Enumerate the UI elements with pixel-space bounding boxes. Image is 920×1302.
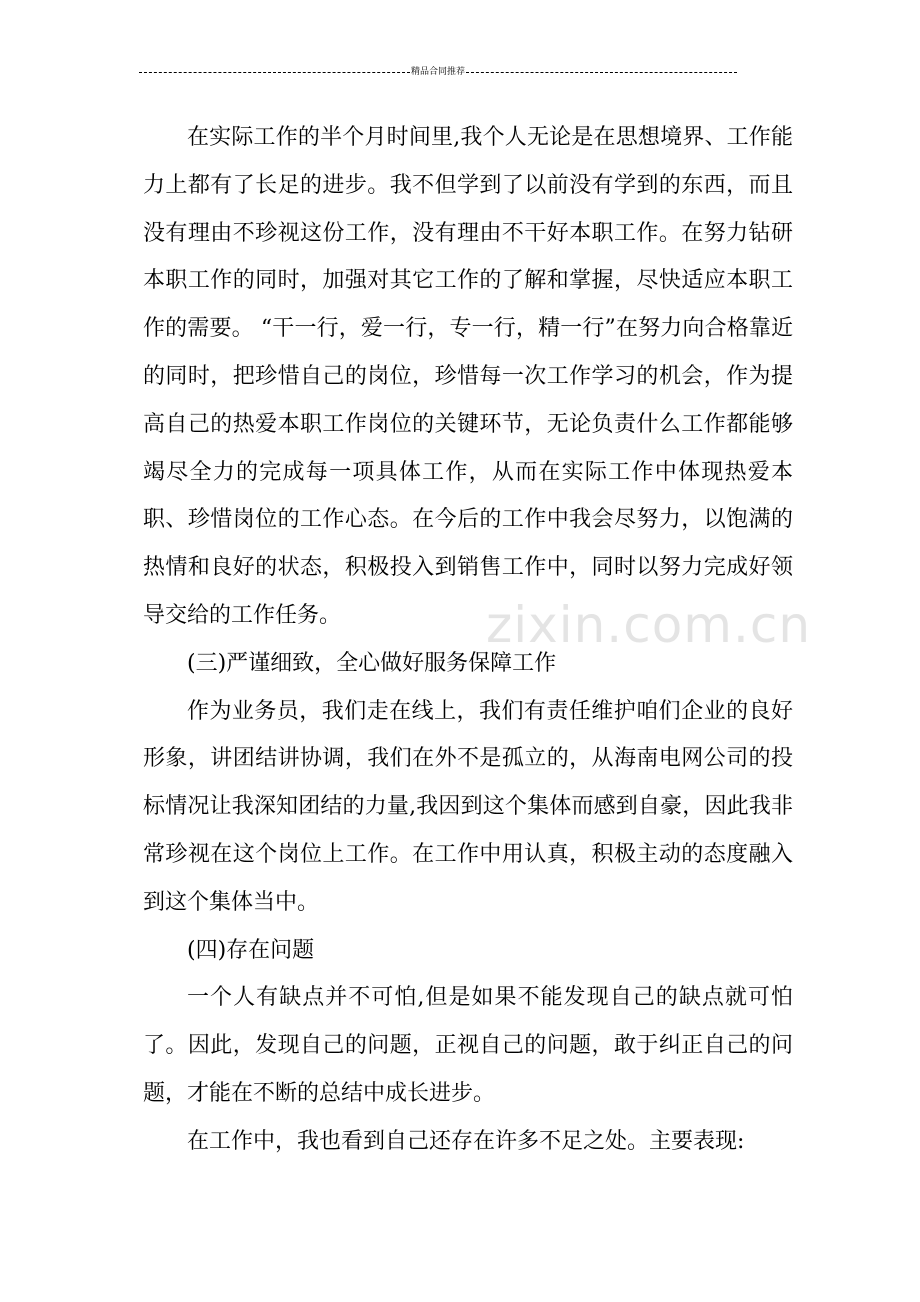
paragraph-teamwork: 作为业务员，我们走在线上，我们有责任维护咱们企业的良好形象，讲团结讲协调，我们在外不是孤立的，从海南电网公司的投标情况让我深知团结的力量,我因到这个集体而感到自豪，因此我非常珍视在这个岗位上工作。在工作中用认真，积极主动的态度融入到这个集体当中。 <box>143 698 793 915</box>
page-header <box>139 66 737 78</box>
header-label: 精品合同推荐 <box>411 67 466 77</box>
paragraph-deficiencies: 在工作中，我也看到自己还存在许多不足之处。主要表现: <box>187 1128 745 1154</box>
paragraph-work-progress: 在实际工作的半个月时间里,我个人无论是在思想境界、工作能力上都有了长足的进步。我不但学到了以前没有学到的东西，而且没有理由不珍视这份工作，没有理由不干好本职工作。在努力钻研本职工作的同时，加强对其它工作的了解和掌握，尽快适应本职工作的需要。 “干一行，爱一行，专一行，精一行”在努力向合格靠近的同时，把珍惜自己的岗位，珍惜每一次工作学习的机会，作为提高自己的热爱本职工作岗位的关键环节，无论负责什么工作都能够竭尽全力的完成每一项具体工作，从而在实际工作中体现热爱本职、珍惜岗位的工作心态。在今后的工作中我会尽努力，以饱满的热情和良好的状态，积极投入到销售工作中，同时以努力完成好领导交给的工作任务。 <box>143 125 793 628</box>
section-heading-4: (四)存在问题 <box>187 937 315 963</box>
document-body <box>143 114 793 1166</box>
paragraph-shortcomings: 一个人有缺点并不可怕,但是如果不能发现自己的缺点就可怕了。因此，发现自己的问题，正视自己的问题，敢于纠正自己的问题，才能在不断的总结中成长进步。 <box>143 985 793 1106</box>
section-heading-3: (三)严谨细致，全心做好服务保障工作 <box>187 650 557 676</box>
header-dash-left <box>139 72 410 73</box>
watermark: zixin.com.cn <box>486 596 812 654</box>
header-dash-right <box>466 72 737 73</box>
